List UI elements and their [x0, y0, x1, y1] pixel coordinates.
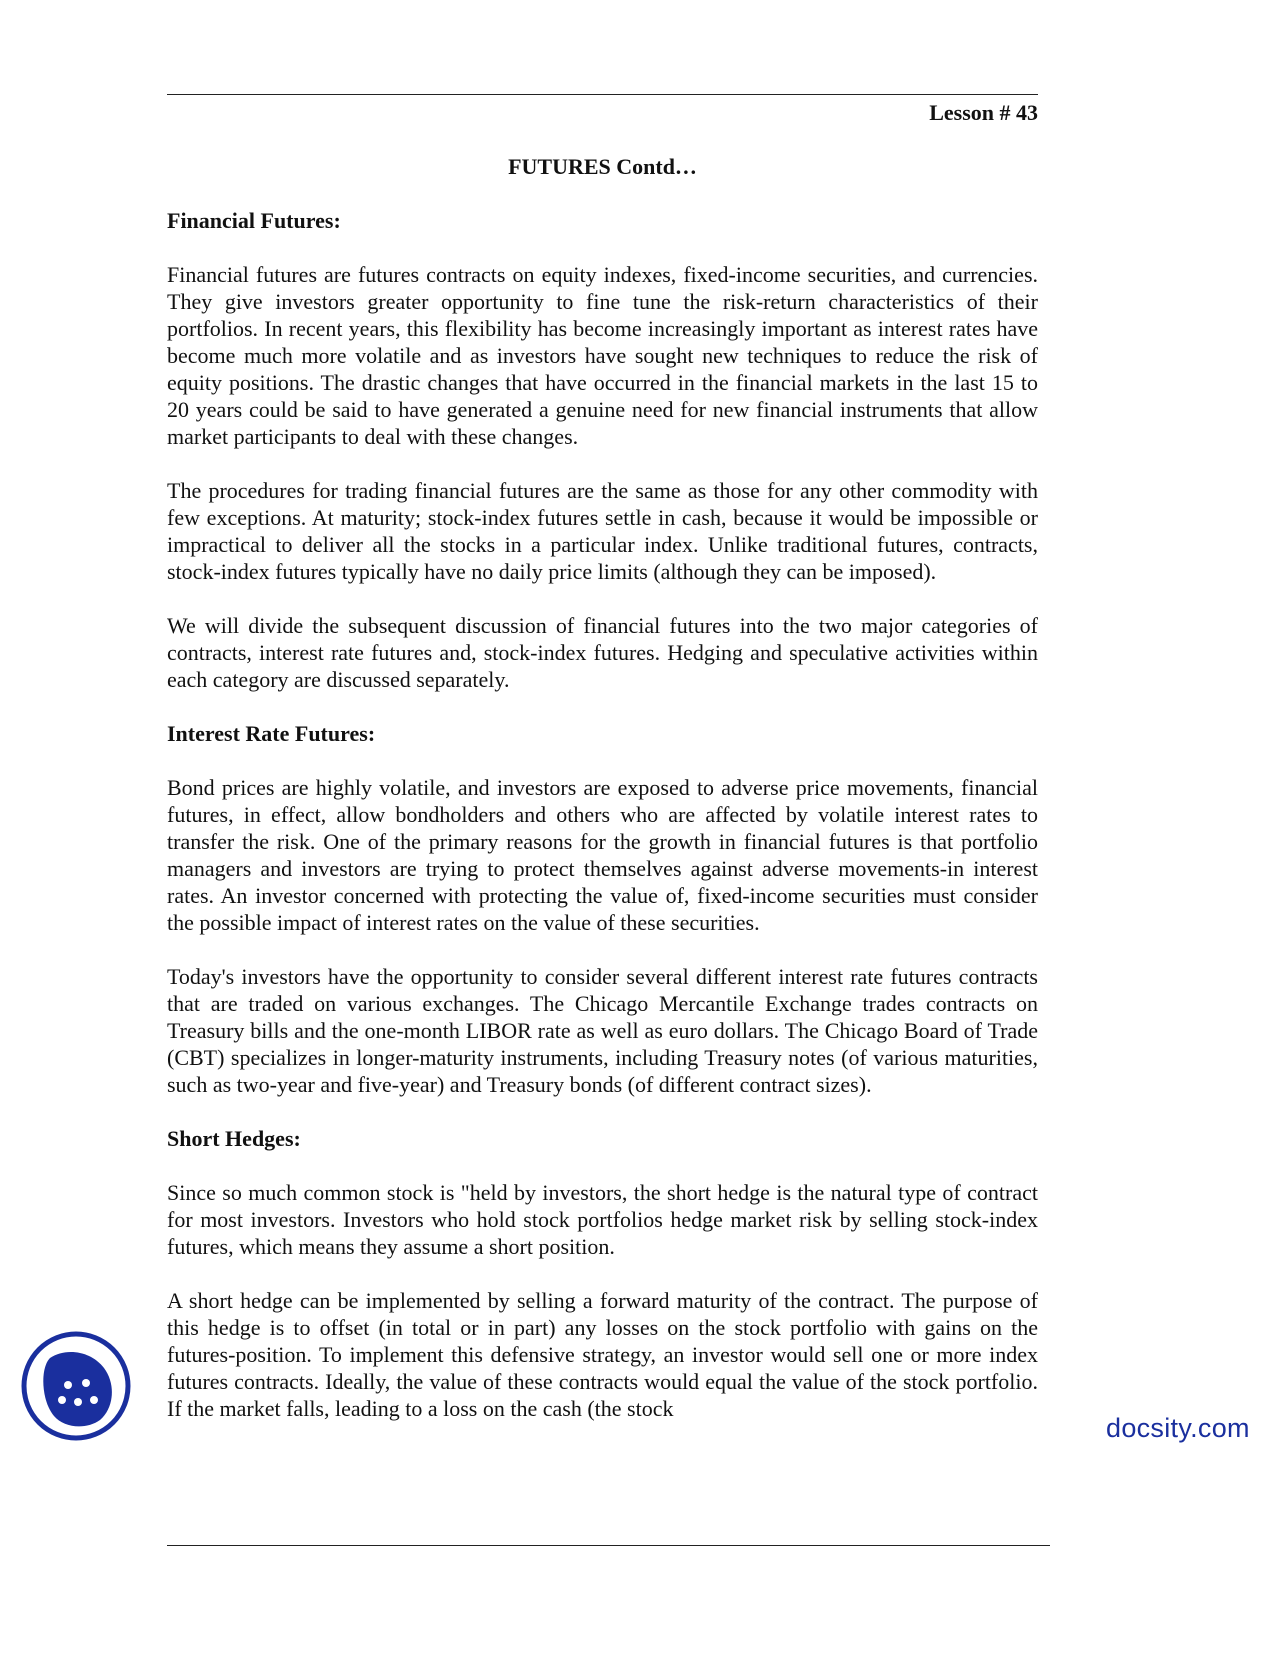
- header-rule: [167, 94, 1038, 95]
- docsity-logo-icon[interactable]: [20, 1330, 132, 1442]
- heading-interest-rate-futures: Interest Rate Futures:: [167, 721, 376, 746]
- document-body: [167, 207, 1038, 1449]
- paragraph: We will divide the subsequent discussion of financial futures into the two major categories of contracts, interest rate futures and, stock-index futures. Hedging and speculative activities within each category are discussed separately.: [167, 613, 1038, 692]
- footer-rule: [167, 1545, 1050, 1546]
- brand-link[interactable]: docsity.com: [1106, 1413, 1250, 1443]
- paragraph: Since so much common stock is "held by investors, the short hedge is the natural type of contract for most investors. Investors who hold stock portfolios hedge market risk by selling stock-index futures, which means they assume a short position.: [167, 1180, 1038, 1259]
- lesson-number: Lesson # 43: [929, 100, 1038, 125]
- paragraph: Today's investors have the opportunity to consider several different interest rate futures contracts that are traded on various exchanges. The Chicago Mercantile Exchange trades contracts on Treasury bills and the one-month LIBOR rate as well as euro dollars. The Chicago Board of Trade (CBT) specializes in longer-maturity instruments, including Treasury notes (of various maturities, such as two-year and five-year) and Treasury bonds (of different contract sizes).: [167, 964, 1038, 1097]
- paragraph: A short hedge can be implemented by selling a forward maturity of the contract. The purpose of this hedge is to offset (in total or in part) any losses on the stock portfolio with gains on the futures-position. To implement this defensive strategy, an investor would sell one or more index futures contracts. Ideally, the value of these contracts would equal the value of the stock portfolio. If the market falls, leading to a loss on the cash (the stock: [167, 1288, 1038, 1421]
- document-page: [167, 0, 1038, 1656]
- paragraph: The procedures for trading financial futures are the same as those for any other commodity with few exceptions. At maturity; stock-index futures settle in cash, because it would be impossible or impractical to deliver all the stocks in a particular index. Unlike traditional futures, contracts, stock-index futures typically have no daily price limits (although they can be imposed).: [167, 478, 1038, 584]
- heading-short-hedges: Short Hedges:: [167, 1126, 301, 1151]
- paragraph: Bond prices are highly volatile, and investors are exposed to adverse price movements, financial futures, in effect, allow bondholders and others who are affected by volatile interest rates to transfer the risk. One of the primary reasons for the growth in financial futures is that portfolio managers and investors are trying to protect themselves against adverse movements-in interest rates. An investor concerned with protecting the value of, fixed-income securities must consider the possible impact of interest rates on the value of these securities.: [167, 775, 1038, 935]
- paragraph: Financial futures are futures contracts on equity indexes, fixed-income securities, and currencies. They give investors greater opportunity to fine tune the risk-return characteristics of their portfolios. In recent years, this flexibility has become increasingly important as interest rates have become much more volatile and as investors have sought new techniques to reduce the risk of equity positions. The drastic changes that have occurred in the financial markets in the last 15 to 20 years could be said to have generated a genuine need for new financial instruments that allow market participants to deal with these changes.: [167, 262, 1038, 449]
- heading-financial-futures: Financial Futures:: [167, 208, 341, 233]
- page-title: FUTURES Contd…: [508, 154, 697, 179]
